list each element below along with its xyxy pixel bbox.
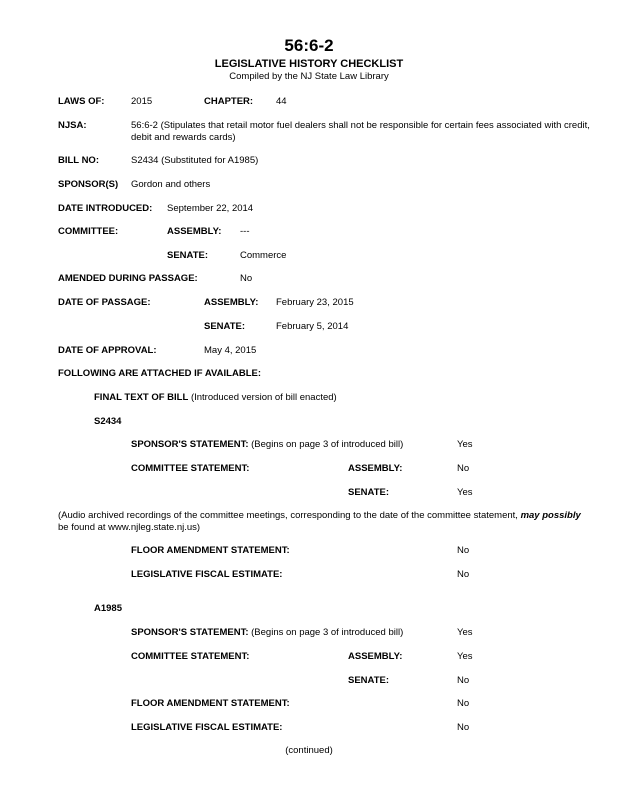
committee-senate-value: Commerce <box>240 250 287 261</box>
a1985-sponsor-statement-note: (Begins on page 3 of introduced bill) <box>251 627 404 638</box>
passage-assembly-label: ASSEMBLY: <box>204 297 259 308</box>
continued-note: (continued) <box>285 745 333 756</box>
audio-note-emphasis: may possibly <box>520 510 581 521</box>
a1985-sponsor-statement-value: Yes <box>457 627 473 638</box>
a1985-sponsor-statement <box>131 627 403 639</box>
a1985-heading: A1985 <box>94 603 122 614</box>
date-introduced-value: September 22, 2014 <box>167 203 254 214</box>
passage-senate-label: SENATE: <box>204 321 245 332</box>
committee-assembly-value: --- <box>240 226 250 237</box>
a1985-assembly-value: Yes <box>457 651 473 662</box>
sponsor-label: SPONSOR(S) <box>58 179 119 190</box>
committee-senate-label: SENATE: <box>167 250 208 261</box>
passage-assembly-value: February 23, 2015 <box>276 297 354 308</box>
a1985-senate-label: SENATE: <box>348 675 389 686</box>
date-introduced-label: DATE INTRODUCED: <box>58 203 153 214</box>
page-title: LEGISLATIVE HISTORY CHECKLIST <box>214 58 404 70</box>
final-text-line <box>94 392 337 404</box>
committee-label: COMMITTEE: <box>58 226 119 237</box>
njsa-label: NJSA: <box>58 120 87 131</box>
approval-value: May 4, 2015 <box>204 345 257 356</box>
s2434-sponsor-statement <box>131 439 403 451</box>
s2434-floor-amendment-value: No <box>457 545 470 556</box>
final-text-label: FINAL TEXT OF BILL <box>94 392 189 403</box>
amended-label: AMENDED DURING PASSAGE: <box>58 273 198 284</box>
audio-archive-note <box>58 510 608 534</box>
approval-label: DATE OF APPROVAL: <box>58 345 157 356</box>
a1985-fiscal-estimate-value: No <box>457 722 470 733</box>
amended-value: No <box>240 273 253 284</box>
s2434-committee-statement-label: COMMITTEE STATEMENT: <box>131 463 250 474</box>
a1985-assembly-label: ASSEMBLY: <box>348 651 403 662</box>
laws-of-value: 2015 <box>131 96 153 107</box>
passage-label: DATE OF PASSAGE: <box>58 297 151 308</box>
bill-no-value: S2434 (Substituted for A1985) <box>131 155 259 166</box>
s2434-sponsor-statement-value: Yes <box>457 439 473 450</box>
s2434-fiscal-estimate-label: LEGISLATIVE FISCAL ESTIMATE: <box>131 569 283 580</box>
a1985-senate-value: No <box>457 675 470 686</box>
bill-no-label: BILL NO: <box>58 155 99 166</box>
a1985-fiscal-estimate-label: LEGISLATIVE FISCAL ESTIMATE: <box>131 722 283 733</box>
sponsor-value: Gordon and others <box>131 179 211 190</box>
s2434-floor-amendment-label: FLOOR AMENDMENT STATEMENT: <box>131 545 290 556</box>
s2434-assembly-value: No <box>457 463 470 474</box>
a1985-floor-amendment-value: No <box>457 698 470 709</box>
chapter-value: 44 <box>276 96 287 107</box>
s2434-fiscal-estimate-value: No <box>457 569 470 580</box>
audio-note-part-1: (Audio archived recordings of the committee meetings, corresponding to the date of the committee statement, <box>58 510 521 521</box>
s2434-sponsor-statement-label: SPONSOR'S STATEMENT: <box>131 439 249 450</box>
audio-note-part-2: be found at www.njleg.state.nj.us) <box>58 522 201 533</box>
a1985-floor-amendment-label: FLOOR AMENDMENT STATEMENT: <box>131 698 290 709</box>
statute-number: 56:6-2 <box>284 36 334 55</box>
a1985-sponsor-statement-label: SPONSOR'S STATEMENT: <box>131 627 249 638</box>
a1985-committee-statement-label: COMMITTEE STATEMENT: <box>131 651 250 662</box>
chapter-label: CHAPTER: <box>204 96 254 107</box>
final-text-note: (Introduced version of bill enacted) <box>190 392 337 403</box>
committee-assembly-label: ASSEMBLY: <box>167 226 222 237</box>
laws-of-label: LAWS OF: <box>58 96 105 107</box>
s2434-senate-label: SENATE: <box>348 487 389 498</box>
s2434-sponsor-statement-note: (Begins on page 3 of introduced bill) <box>251 439 404 450</box>
s2434-senate-value: Yes <box>457 487 473 498</box>
njsa-value: 56:6-2 (Stipulates that retail motor fuel dealers shall not be responsible for certain fees associated with credit, debit and rewards cards) <box>131 120 590 143</box>
attached-heading: FOLLOWING ARE ATTACHED IF AVAILABLE: <box>58 368 261 379</box>
s2434-assembly-label: ASSEMBLY: <box>348 463 403 474</box>
s2434-heading: S2434 <box>94 416 122 427</box>
passage-senate-value: February 5, 2014 <box>276 321 349 332</box>
page-subtitle: Compiled by the NJ State Law Library <box>229 71 389 82</box>
